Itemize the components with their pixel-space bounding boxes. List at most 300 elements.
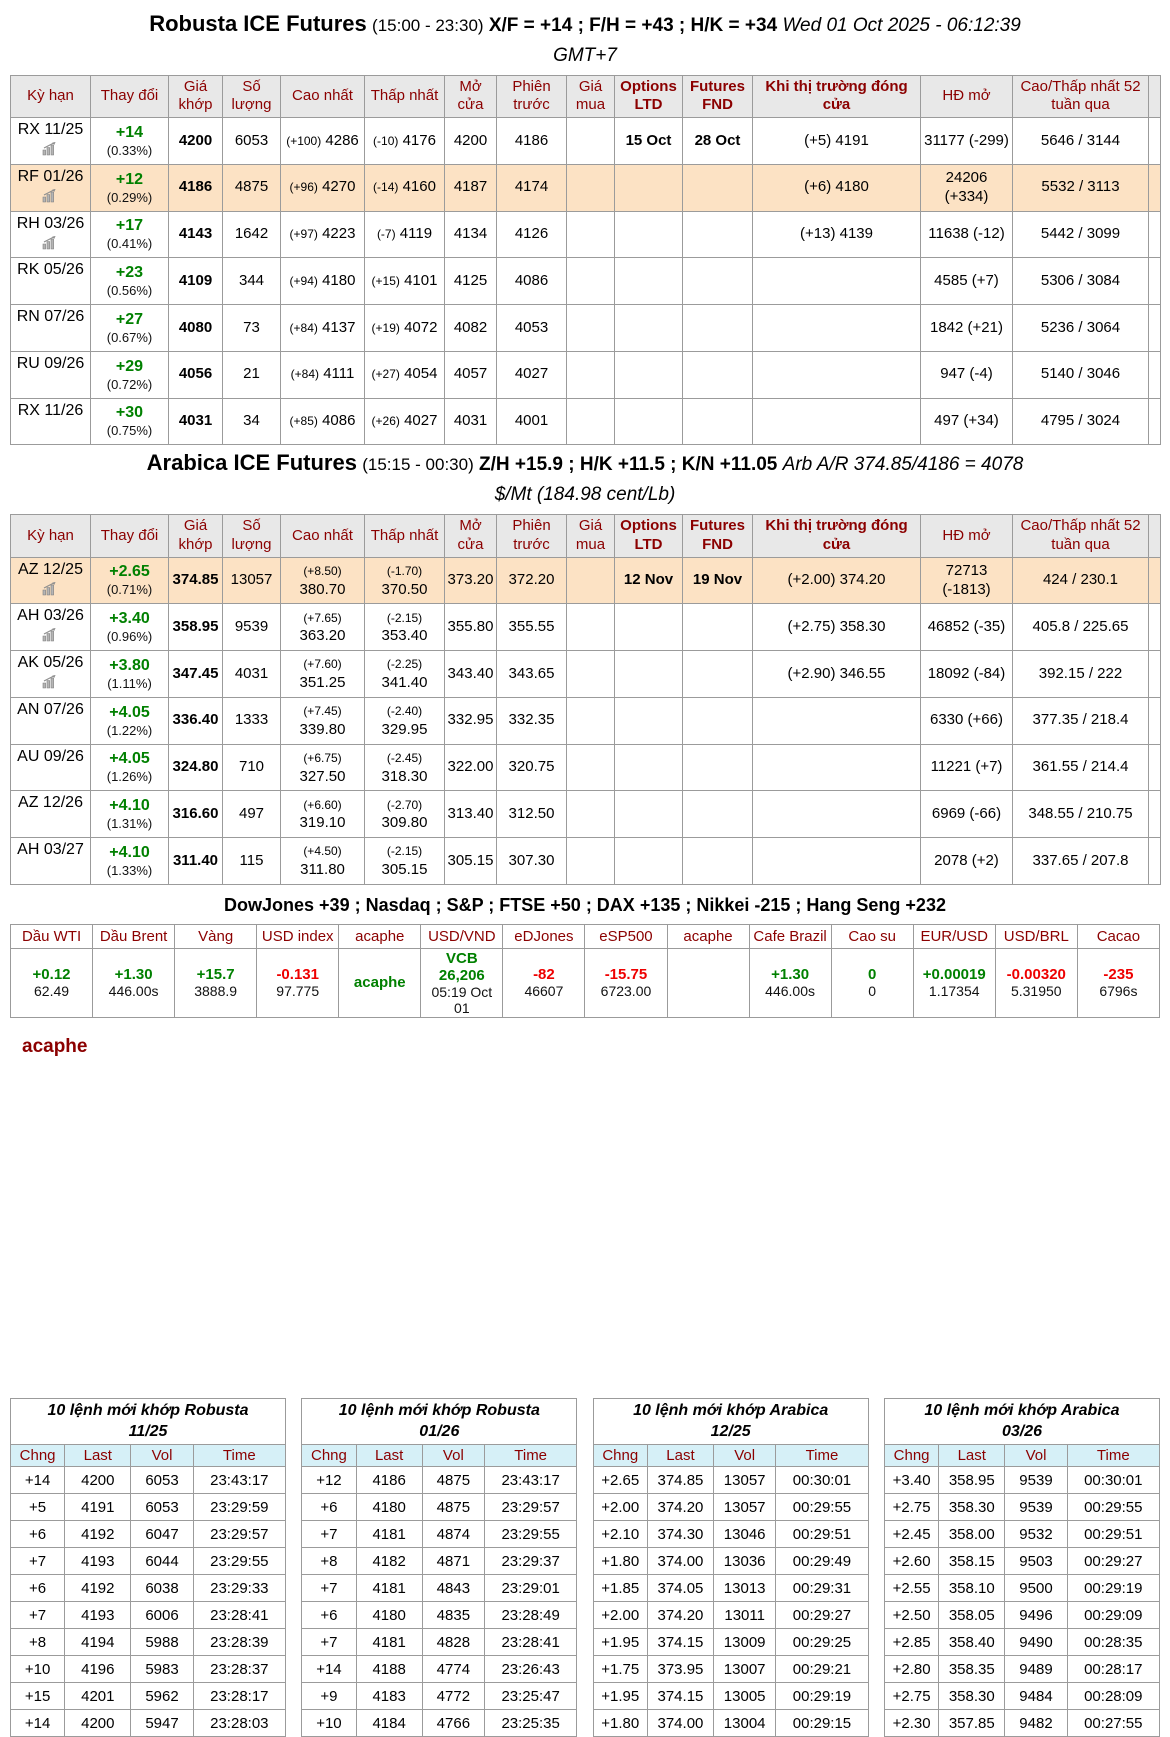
high-value: 380.70 bbox=[299, 580, 346, 598]
low-cell bbox=[365, 258, 445, 305]
order-vol-cell: 6053 bbox=[131, 1494, 193, 1521]
order-last-cell: 358.15 bbox=[939, 1548, 1005, 1575]
contract-cell bbox=[11, 791, 91, 838]
column-header-prev: Phiên trước bbox=[497, 515, 567, 558]
order-vol-cell: 13007 bbox=[714, 1656, 776, 1683]
contract-label: RX 11/25 bbox=[17, 121, 84, 139]
order-change-cell: +2.60 bbox=[884, 1548, 938, 1575]
high-value: 319.10 bbox=[299, 814, 346, 832]
prev-session-cell: 4186 bbox=[497, 118, 567, 165]
order-change-cell: +1.80 bbox=[593, 1710, 647, 1737]
order-vol-cell: 4835 bbox=[422, 1602, 484, 1629]
futures-fnd-cell bbox=[683, 697, 753, 744]
order-vol-cell: 13004 bbox=[714, 1710, 776, 1737]
spacer-cell bbox=[1149, 651, 1161, 698]
arabica-header bbox=[10, 449, 1160, 478]
change-value: +14 bbox=[115, 123, 144, 141]
indicator-value: 446.00s bbox=[765, 983, 815, 1000]
indicator-change: +0.00019 bbox=[922, 966, 986, 984]
open-cell: 4031 bbox=[445, 398, 497, 445]
order-change-cell: +7 bbox=[11, 1548, 65, 1575]
last-price-cell: 4200 bbox=[169, 118, 223, 165]
change-cell bbox=[91, 557, 169, 604]
market-close-cell: (+6) 4180 bbox=[753, 164, 921, 211]
order-time-cell: 00:28:09 bbox=[1067, 1683, 1159, 1710]
column-header-open: Mở cửa bbox=[445, 515, 497, 558]
order-time-cell: 23:28:41 bbox=[193, 1602, 285, 1629]
futures-row bbox=[11, 697, 1161, 744]
order-change-cell: +7 bbox=[302, 1521, 356, 1548]
prev-session-cell: 4174 bbox=[497, 164, 567, 211]
order-last-cell: 374.20 bbox=[647, 1602, 713, 1629]
order-vol-cell: 9532 bbox=[1005, 1521, 1067, 1548]
order-row bbox=[884, 1710, 1159, 1737]
market-close-cell: (+2.00) 374.20 bbox=[753, 557, 921, 604]
low-cell bbox=[365, 557, 445, 604]
column-header-market-close: Khi thị trường đóng cửa bbox=[753, 75, 921, 118]
order-last-cell: 4181 bbox=[356, 1521, 422, 1548]
contract-cell bbox=[11, 164, 91, 211]
futures-fnd-cell bbox=[683, 791, 753, 838]
order-time-cell: 23:28:03 bbox=[193, 1710, 285, 1737]
high-value: 339.80 bbox=[299, 720, 346, 738]
volume-cell: 13057 bbox=[223, 557, 281, 604]
change-percent: (1.33%) bbox=[106, 862, 153, 878]
order-row bbox=[593, 1575, 868, 1602]
order-vol-cell: 4875 bbox=[422, 1494, 484, 1521]
order-vol-cell: 13046 bbox=[714, 1521, 776, 1548]
order-change-cell: +14 bbox=[11, 1710, 65, 1737]
futures-row bbox=[11, 604, 1161, 651]
order-time-cell: 23:29:57 bbox=[484, 1494, 576, 1521]
order-last-cell: 4193 bbox=[65, 1548, 131, 1575]
order-time-cell: 00:28:35 bbox=[1067, 1629, 1159, 1656]
week52-range-cell: 5306 / 3084 bbox=[1013, 258, 1149, 305]
high-delta: (+8.50) bbox=[303, 563, 342, 578]
spacer-cell bbox=[1149, 791, 1161, 838]
low-value: 4027 bbox=[404, 412, 438, 430]
week52-range-cell: 5442 / 3099 bbox=[1013, 211, 1149, 258]
order-vol-cell: 4874 bbox=[422, 1521, 484, 1548]
order-col-chng: Chng bbox=[11, 1445, 65, 1467]
order-last-cell: 358.35 bbox=[939, 1656, 1005, 1683]
column-header-contract: Kỳ hạn bbox=[11, 75, 91, 118]
robusta-spreads: X/F = +14 ; F/H = +43 ; H/K = +34 bbox=[488, 15, 778, 36]
open-interest-cell: 31177 (-299) bbox=[921, 118, 1013, 165]
order-time-cell: 00:27:55 bbox=[1067, 1710, 1159, 1737]
order-last-cell: 4186 bbox=[356, 1467, 422, 1494]
order-vol-cell: 4828 bbox=[422, 1629, 484, 1656]
blank-gap bbox=[10, 1058, 1160, 1388]
chart-icon[interactable] bbox=[41, 674, 61, 695]
futures-row bbox=[11, 651, 1161, 698]
order-change-cell: +1.95 bbox=[593, 1683, 647, 1710]
column-header-low: Thấp nhất bbox=[365, 515, 445, 558]
order-last-cell: 4180 bbox=[356, 1494, 422, 1521]
change-cell bbox=[91, 305, 169, 352]
change-cell bbox=[91, 118, 169, 165]
last-price-cell: 4056 bbox=[169, 351, 223, 398]
market-close-cell: (+5) 4191 bbox=[753, 118, 921, 165]
last-price-cell: 4109 bbox=[169, 258, 223, 305]
indicator-change: +1.30 bbox=[114, 966, 153, 984]
options-ltd-cell bbox=[615, 258, 683, 305]
change-value: +30 bbox=[115, 404, 144, 422]
order-row bbox=[11, 1656, 286, 1683]
order-vol-cell: 4843 bbox=[422, 1575, 484, 1602]
change-percent: (1.11%) bbox=[107, 675, 152, 691]
order-vol-cell: 13057 bbox=[714, 1494, 776, 1521]
spacer-cell bbox=[1149, 164, 1161, 211]
order-row bbox=[593, 1467, 868, 1494]
order-last-cell: 374.15 bbox=[647, 1629, 713, 1656]
change-value: +2.65 bbox=[109, 563, 150, 581]
indicator-value: 446.00s bbox=[108, 983, 159, 1000]
column-header-options-ltd: Options LTD bbox=[615, 515, 683, 558]
high-delta: (+7.60) bbox=[303, 657, 342, 672]
indicator-label: USD index bbox=[257, 924, 339, 948]
spacer-cell bbox=[1149, 697, 1161, 744]
order-time-cell: 23:43:17 bbox=[484, 1467, 576, 1494]
indicator-change: +0.12 bbox=[32, 966, 71, 984]
chart-icon[interactable] bbox=[41, 188, 61, 209]
order-change-cell: +6 bbox=[302, 1602, 356, 1629]
change-value: +3.80 bbox=[109, 656, 150, 674]
contract-cell bbox=[11, 258, 91, 305]
change-cell bbox=[91, 211, 169, 258]
contract-cell bbox=[11, 838, 91, 885]
contract-cell bbox=[11, 697, 91, 744]
order-table-contract: 11/25 bbox=[128, 1422, 168, 1440]
last-price-cell: 347.45 bbox=[169, 651, 223, 698]
order-change-cell: +12 bbox=[302, 1467, 356, 1494]
open-cell: 343.40 bbox=[445, 651, 497, 698]
brand-text: acaphe bbox=[22, 1035, 88, 1057]
buy-price-cell bbox=[567, 351, 615, 398]
spacer-cell bbox=[1149, 351, 1161, 398]
low-value: 4176 bbox=[402, 131, 436, 149]
order-last-cell: 358.00 bbox=[939, 1521, 1005, 1548]
options-ltd-cell bbox=[615, 651, 683, 698]
volume-cell: 115 bbox=[223, 838, 281, 885]
low-delta: (-10) bbox=[373, 133, 399, 148]
order-vol-cell: 9490 bbox=[1005, 1629, 1067, 1656]
order-change-cell: +7 bbox=[302, 1629, 356, 1656]
order-row bbox=[302, 1629, 577, 1656]
week52-range-cell: 5236 / 3064 bbox=[1013, 305, 1149, 352]
futures-row bbox=[11, 211, 1161, 258]
order-last-cell: 4181 bbox=[356, 1575, 422, 1602]
low-value: 370.50 bbox=[381, 580, 428, 598]
high-delta: (+100) bbox=[286, 133, 322, 148]
week52-range-cell: 424 / 230.1 bbox=[1013, 557, 1149, 604]
high-cell bbox=[281, 118, 365, 165]
spacer-cell bbox=[1149, 557, 1161, 604]
order-vol-cell: 13005 bbox=[714, 1683, 776, 1710]
order-row bbox=[11, 1629, 286, 1656]
indicator-cell bbox=[995, 948, 1077, 1017]
order-row bbox=[302, 1548, 577, 1575]
contract-cell bbox=[11, 398, 91, 445]
options-ltd-cell: 15 Oct bbox=[615, 118, 683, 165]
market-close-cell bbox=[753, 838, 921, 885]
indicator-change: -0.131 bbox=[276, 966, 319, 984]
indicator-cell bbox=[831, 948, 913, 1017]
order-last-cell: 4196 bbox=[65, 1656, 131, 1683]
column-header-volume: Số lượng bbox=[223, 75, 281, 118]
change-percent: (0.96%) bbox=[106, 629, 153, 645]
order-table-title bbox=[302, 1398, 577, 1445]
indicator-label: Cacao bbox=[1077, 924, 1159, 948]
open-interest-cell: 4585 (+7) bbox=[921, 258, 1013, 305]
volume-cell: 73 bbox=[223, 305, 281, 352]
change-percent: (0.33%) bbox=[106, 142, 153, 158]
chart-icon[interactable] bbox=[41, 581, 61, 602]
high-value: 4111 bbox=[323, 365, 355, 383]
contract-cell bbox=[11, 557, 91, 604]
spacer-cell bbox=[1149, 398, 1161, 445]
order-vol-cell: 4774 bbox=[422, 1656, 484, 1683]
week52-range-cell: 392.15 / 222 bbox=[1013, 651, 1149, 698]
indicators-header-row bbox=[11, 924, 1160, 948]
order-last-cell: 374.05 bbox=[647, 1575, 713, 1602]
order-last-cell: 374.20 bbox=[647, 1494, 713, 1521]
chart-icon[interactable] bbox=[41, 235, 61, 256]
open-interest-cell: 2078 (+2) bbox=[921, 838, 1013, 885]
order-vol-cell: 13011 bbox=[714, 1602, 776, 1629]
change-cell bbox=[91, 651, 169, 698]
order-row bbox=[11, 1494, 286, 1521]
order-col-last: Last bbox=[647, 1445, 713, 1467]
order-last-cell: 4201 bbox=[65, 1683, 131, 1710]
contract-label: RH 03/26 bbox=[16, 214, 85, 232]
order-row bbox=[593, 1521, 868, 1548]
prev-session-cell: 312.50 bbox=[497, 791, 567, 838]
indicator-value: 6723.00 bbox=[600, 983, 652, 1000]
column-header-open-interest: HĐ mở bbox=[921, 515, 1013, 558]
spacer-cell bbox=[1149, 838, 1161, 885]
week52-range-cell: 405.8 / 225.65 bbox=[1013, 604, 1149, 651]
high-value: 4086 bbox=[322, 412, 356, 430]
last-price-cell: 336.40 bbox=[169, 697, 223, 744]
order-time-cell: 00:29:51 bbox=[1067, 1521, 1159, 1548]
volume-cell: 6053 bbox=[223, 118, 281, 165]
futures-row bbox=[11, 744, 1161, 791]
order-time-cell: 23:28:39 bbox=[193, 1629, 285, 1656]
market-close-cell bbox=[753, 351, 921, 398]
high-value: 4286 bbox=[325, 131, 359, 149]
contract-label: RN 07/26 bbox=[16, 308, 85, 326]
spacer-cell bbox=[1149, 211, 1161, 258]
order-col-vol: Vol bbox=[422, 1445, 484, 1467]
high-cell bbox=[281, 604, 365, 651]
order-change-cell: +2.65 bbox=[593, 1467, 647, 1494]
order-table-arabica-0326 bbox=[884, 1398, 1160, 1737]
order-change-cell: +2.10 bbox=[593, 1521, 647, 1548]
order-change-cell: +2.75 bbox=[884, 1683, 938, 1710]
order-last-cell: 374.00 bbox=[647, 1710, 713, 1737]
high-cell bbox=[281, 305, 365, 352]
arabica-session-hours: (15:15 - 00:30) bbox=[362, 455, 474, 475]
column-header-volume: Số lượng bbox=[223, 515, 281, 558]
order-time-cell: 00:29:15 bbox=[776, 1710, 868, 1737]
order-last-cell: 4194 bbox=[65, 1629, 131, 1656]
chart-icon[interactable] bbox=[41, 141, 61, 162]
contract-cell bbox=[11, 744, 91, 791]
indicator-change: acaphe bbox=[353, 974, 406, 992]
column-header-futures-fnd: Futures FND bbox=[683, 515, 753, 558]
contract-cell bbox=[11, 305, 91, 352]
low-value: 329.95 bbox=[381, 720, 428, 738]
order-change-cell: +2.85 bbox=[884, 1629, 938, 1656]
prev-session-cell: 372.20 bbox=[497, 557, 567, 604]
order-row bbox=[11, 1467, 286, 1494]
low-cell bbox=[365, 305, 445, 352]
order-row bbox=[593, 1602, 868, 1629]
futures-fnd-cell bbox=[683, 305, 753, 352]
change-cell bbox=[91, 258, 169, 305]
last-price-cell: 374.85 bbox=[169, 557, 223, 604]
open-cell: 332.95 bbox=[445, 697, 497, 744]
market-close-cell bbox=[753, 744, 921, 791]
options-ltd-cell bbox=[615, 604, 683, 651]
order-change-cell: +2.80 bbox=[884, 1656, 938, 1683]
order-vol-cell: 4875 bbox=[422, 1467, 484, 1494]
order-last-cell: 358.30 bbox=[939, 1494, 1005, 1521]
order-row bbox=[884, 1629, 1159, 1656]
order-col-vol: Vol bbox=[1005, 1445, 1067, 1467]
open-interest-cell: 1842 (+21) bbox=[921, 305, 1013, 352]
order-row bbox=[593, 1629, 868, 1656]
week52-range-cell: 5532 / 3113 bbox=[1013, 164, 1149, 211]
order-vol-cell: 6053 bbox=[131, 1467, 193, 1494]
column-header-change: Thay đổi bbox=[91, 515, 169, 558]
volume-cell: 4875 bbox=[223, 164, 281, 211]
futures-fnd-cell bbox=[683, 164, 753, 211]
open-interest-cell: 497 (+34) bbox=[921, 398, 1013, 445]
open-cell: 4200 bbox=[445, 118, 497, 165]
order-col-time: Time bbox=[484, 1445, 576, 1467]
order-last-cell: 357.85 bbox=[939, 1710, 1005, 1737]
chart-icon[interactable] bbox=[41, 627, 61, 648]
order-vol-cell: 6047 bbox=[131, 1521, 193, 1548]
column-header-open-interest: HĐ mở bbox=[921, 75, 1013, 118]
indicator-label: acaphe bbox=[667, 924, 749, 948]
indicator-label: Cafe Brazil bbox=[749, 924, 831, 948]
order-row bbox=[593, 1548, 868, 1575]
indicator-value: 46607 bbox=[524, 983, 564, 1000]
low-value: 4054 bbox=[404, 365, 438, 383]
spacer-cell bbox=[1149, 604, 1161, 651]
indicator-value: 1.17354 bbox=[928, 983, 980, 1000]
prev-session-cell: 332.35 bbox=[497, 697, 567, 744]
order-vol-cell: 9500 bbox=[1005, 1575, 1067, 1602]
high-delta: (+94) bbox=[289, 273, 318, 288]
order-time-cell: 00:29:19 bbox=[776, 1683, 868, 1710]
buy-price-cell bbox=[567, 211, 615, 258]
change-percent: (1.31%) bbox=[106, 816, 153, 832]
arabica-header-row bbox=[11, 515, 1161, 558]
market-close-cell bbox=[753, 305, 921, 352]
week52-range-cell: 348.55 / 210.75 bbox=[1013, 791, 1149, 838]
column-header-buy: Giá mua bbox=[567, 515, 615, 558]
indicator-value: 0 bbox=[868, 983, 877, 1000]
order-change-cell: +8 bbox=[11, 1629, 65, 1656]
indicator-cell bbox=[421, 948, 503, 1017]
open-interest-cell: 24206 (+334) bbox=[921, 164, 1013, 211]
change-cell bbox=[91, 164, 169, 211]
order-time-cell: 00:29:27 bbox=[776, 1602, 868, 1629]
contract-cell bbox=[11, 651, 91, 698]
indicator-label: Vàng bbox=[175, 924, 257, 948]
open-interest-cell: 11638 (-12) bbox=[921, 211, 1013, 258]
contract-cell bbox=[11, 351, 91, 398]
order-col-last: Last bbox=[65, 1445, 131, 1467]
order-col-vol: Vol bbox=[131, 1445, 193, 1467]
low-delta: (-14) bbox=[373, 180, 399, 195]
low-delta: (-7) bbox=[376, 227, 396, 242]
options-ltd-cell bbox=[615, 351, 683, 398]
high-cell bbox=[281, 791, 365, 838]
high-delta: (+84) bbox=[289, 320, 318, 335]
market-close-cell bbox=[753, 258, 921, 305]
prev-session-cell: 4086 bbox=[497, 258, 567, 305]
indicator-label: USD/VND bbox=[421, 924, 503, 948]
arabica-spreads: Z/H +15.9 ; H/K +11.5 ; K/N +11.05 bbox=[479, 454, 778, 476]
order-last-cell: 358.95 bbox=[939, 1467, 1005, 1494]
change-value: +29 bbox=[115, 357, 144, 375]
options-ltd-cell bbox=[615, 744, 683, 791]
futures-fnd-cell bbox=[683, 604, 753, 651]
change-cell bbox=[91, 791, 169, 838]
open-interest-cell: 6969 (-66) bbox=[921, 791, 1013, 838]
order-header-row bbox=[302, 1445, 577, 1467]
order-table-title bbox=[593, 1398, 868, 1445]
low-value: 341.40 bbox=[381, 674, 428, 691]
indicator-cell bbox=[175, 948, 257, 1017]
order-header-row bbox=[593, 1445, 868, 1467]
options-ltd-cell bbox=[615, 305, 683, 352]
indicator-label: Dầu WTI bbox=[11, 924, 93, 948]
order-time-cell: 00:28:17 bbox=[1067, 1656, 1159, 1683]
contract-label: RU 09/26 bbox=[16, 354, 85, 372]
week52-range-cell: 337.65 / 207.8 bbox=[1013, 838, 1149, 885]
buy-price-cell bbox=[567, 744, 615, 791]
order-last-cell: 4191 bbox=[65, 1494, 131, 1521]
buy-price-cell bbox=[567, 557, 615, 604]
order-change-cell: +2.50 bbox=[884, 1602, 938, 1629]
order-last-cell: 4192 bbox=[65, 1575, 131, 1602]
order-time-cell: 23:28:41 bbox=[484, 1629, 576, 1656]
order-last-cell: 4200 bbox=[65, 1710, 131, 1737]
high-delta: (+96) bbox=[289, 180, 318, 195]
contract-label: RX 11/26 bbox=[17, 401, 84, 419]
high-delta: (+6.60) bbox=[303, 797, 342, 812]
column-header-last: Giá khớp bbox=[169, 515, 223, 558]
futures-fnd-cell bbox=[683, 351, 753, 398]
order-change-cell: +15 bbox=[11, 1683, 65, 1710]
volume-cell: 1333 bbox=[223, 697, 281, 744]
order-time-cell: 00:29:55 bbox=[776, 1494, 868, 1521]
order-row bbox=[302, 1656, 577, 1683]
volume-cell: 344 bbox=[223, 258, 281, 305]
buy-price-cell bbox=[567, 258, 615, 305]
order-row bbox=[884, 1575, 1159, 1602]
prev-session-cell: 355.55 bbox=[497, 604, 567, 651]
low-cell bbox=[365, 604, 445, 651]
order-time-cell: 00:29:09 bbox=[1067, 1602, 1159, 1629]
change-percent: (0.75%) bbox=[106, 423, 153, 439]
